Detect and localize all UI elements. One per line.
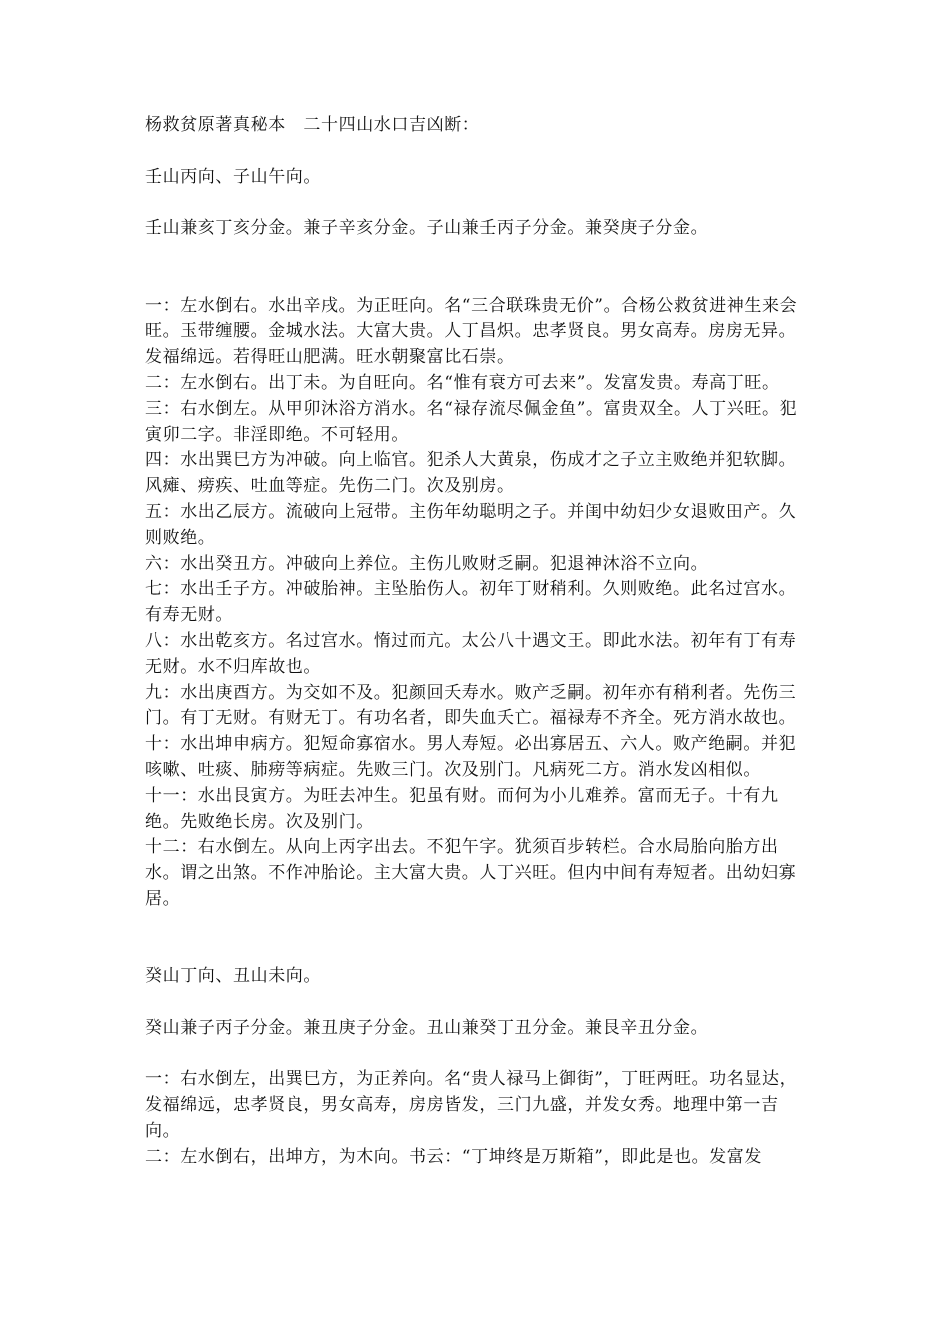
paragraph: 五：水出乙辰方。流破向上冠带。主伤年幼聪明之子。并闺中幼妇少女退败田产。久则败绝。 (145, 501, 797, 548)
paragraph: 二：左水倒右。出丁未。为自旺向。名“惟有衰方可去来”。发富发贵。寿高丁旺。 (145, 372, 780, 393)
paragraph: 十二：右水倒左。从向上丙字出去。不犯午字。犹须百步转栏。合水局胎向胎方出水。谓之出煞。不作冲胎论。主大富大贵。人丁兴旺。但内中间有寿短者。出幼妇寡居。 (145, 837, 797, 909)
section-subheading: 癸山兼子丙子分金。兼丑庚子分金。丑山兼癸丁丑分金。兼艮辛丑分金。 (145, 1017, 709, 1038)
spacer (145, 242, 813, 294)
spacer (145, 913, 813, 965)
spacer (145, 1042, 813, 1068)
paragraph: 八：水出乾亥方。名过宫水。惰过而亢。太公八十遇文王。即此水法。初年有丁有寿无财。水不归库故也。 (145, 630, 797, 677)
paragraph: 十：水出坤申病方。犯短命寡宿水。男人寿短。必出寡居五、六人。败产绝嗣。并犯咳嗽、吐痰、肺痨等病症。先败三门。次及别门。凡病死二方。消水发凶相似。 (145, 734, 797, 780)
paragraph: 十一：水出艮寅方。为旺去冲生。犯虽有财。而何为小儿难养。富而无子。十有九绝。先败绝长房。次及别门。 (145, 785, 779, 832)
paragraph: 二：左水倒右，出坤方，为木向。书云：“丁坤终是万斯箱”，即此是也。发富发 (145, 1146, 762, 1167)
document-title: 杨救贫原著真秘本 二十四山水口吉凶断： (145, 115, 480, 135)
spacer (145, 190, 813, 216)
paragraph: 一：右水倒左，出巽巳方，为正养向。名“贵人禄马上御街”，丁旺两旺。功名显达，发福绵远，忠孝贤良，男女高寿，房房皆发，三门九盛，并发女秀。地理中第一吉向。 (145, 1069, 798, 1142)
section-heading: 癸山丁向、丑山未向。 (145, 966, 321, 987)
paragraph: 三：右水倒左。从甲卯沐浴方消水。名“禄存流尽佩金鱼”。富贵双全。人丁兴旺。犯寅卯二字。非淫即绝。不可轻用。 (145, 398, 798, 445)
paragraph: 一：左水倒右。水出辛戌。为正旺向。名“三合联珠贵无价”。合杨公救贫进神生来会旺。玉带缠腰。金城水法。大富大贵。人丁昌炽。忠孝贤良。男女高寿。房房无异。发福绵远。若得旺山肥满。旺水朝聚富比石崇。 (145, 295, 798, 368)
paragraph: 七：水出壬子方。冲破胎神。主坠胎伤人。初年丁财稍利。久则败绝。此名过宫水。有寿无财。 (145, 579, 797, 626)
spacer (145, 990, 813, 1016)
paragraph: 六：水出癸丑方。冲破向上养位。主伤儿败财乏嗣。犯退神沐浴不立向。 (145, 553, 709, 574)
spacer (145, 139, 813, 165)
section-heading: 壬山丙向、子山午向。 (145, 166, 321, 187)
paragraph: 九：水出庚酉方。为交如不及。犯颜回夭寿水。败产乏嗣。初年亦有稍利者。先伤三门。有丁无财。有财无丁。有功名者，即失血夭亡。福禄寿不齐全。死方消水故也。 (145, 682, 797, 729)
document-page (145, 113, 813, 1171)
paragraph: 四：水出巽巳方为冲破。向上临官。犯杀人大黄泉，伤成才之子立主败绝并犯软脚。风瘫、痨疾、吐血等症。先伤二门。次及别房。 (145, 450, 797, 497)
section-subheading: 壬山兼亥丁亥分金。兼子辛亥分金。子山兼壬丙子分金。兼癸庚子分金。 (145, 218, 709, 239)
